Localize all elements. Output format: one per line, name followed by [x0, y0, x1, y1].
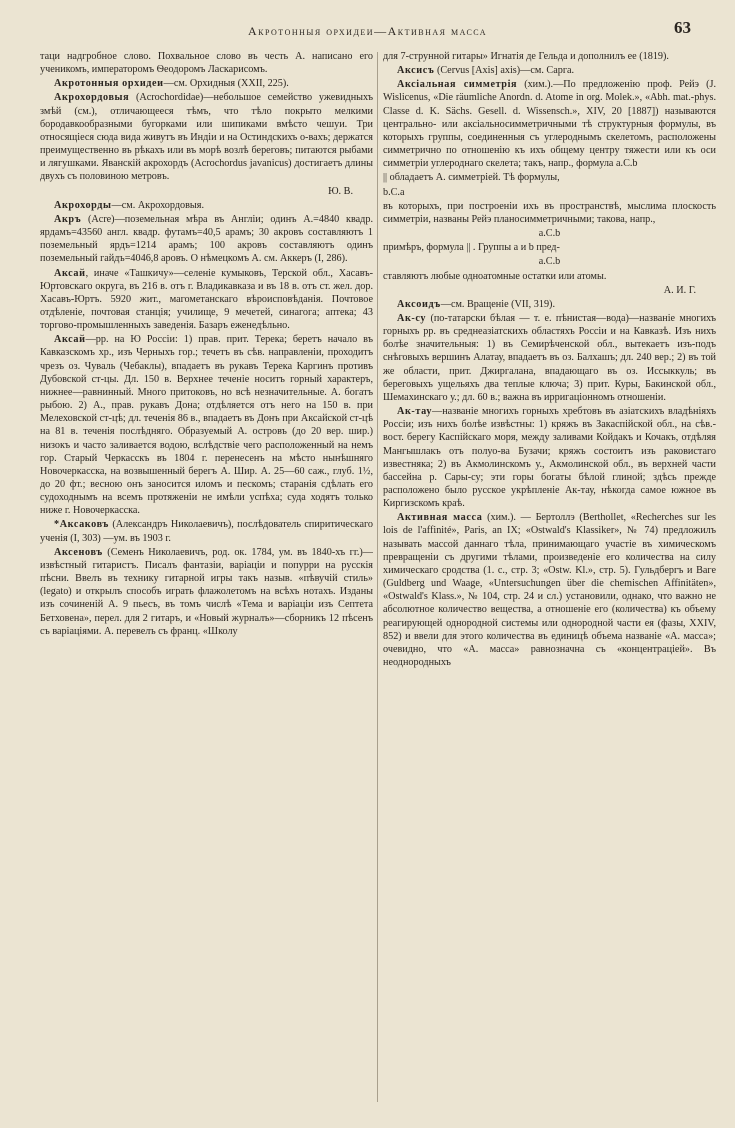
entry-text: (хим.). — Бертоллэ (Berthollet, «Recherches sur les lois de l'affinité», Paris, an IX; «Ostwald's Klassiker», № 74) предложилъ называть массой даннаго тѣла, принимающаго участіе въ химическомъ превращеніи съ другими тѣлами, произведеніе его количества на силу химическаго сродства (1. с., стр. 3; «Ostw. Kl.», стр. 5). Гульдбергъ и Ваге (Guldberg und Waage, «Untersuchungen über die chemischen Affinitäten», «Ostwald's Klass.», № 104, стр. 24 и сл.) установили, однако, что важно не абсолютное количество вещества, а отношеніе его (количества) къ объему реагирующей однородной системы или однородной части ея (фазы, XXIV, 852) и ввели для этого количества въ единицѣ объема названіе «А. масса»; очевидно, что «А. масса» равнозначна съ «концентраціей». Въ неоднородныхъ [383, 512, 716, 669]
right-column [383, 50, 716, 1110]
article-entry [383, 312, 716, 404]
text-paragraph [383, 171, 716, 184]
entry-text: таци надгробное слово. Похвальное слово въ честь А. написано его ученикомъ, императоромъ Ѳеодоромъ Ласкарисомъ. [40, 51, 373, 76]
article-entry [40, 546, 373, 638]
text-paragraph [383, 241, 716, 254]
entry-headword: Акрохордовыя [54, 92, 130, 104]
article-entry [40, 77, 373, 90]
left-column [40, 50, 373, 1110]
column-divider [377, 52, 378, 1102]
entry-headword: Аксоидъ [397, 298, 441, 310]
entry-text: А. И. Г. [663, 284, 696, 296]
entry-text: —см. Акрохордовыя. [111, 199, 204, 211]
article-entry [40, 267, 373, 333]
entry-headword: Активная масса [397, 512, 483, 524]
article-entry [40, 199, 373, 212]
entry-text: —названіе многихъ горныхъ хребтовъ въ азіатскихъ владѣніяхъ Россіи; изъ нихъ болѣе извѣстны: 1) кряжъ въ Закаспійской обл., на сѣв.-вост. берегу Каспійскаго моря, между заливами Койдакъ и Кочакъ, отдѣляя Мангышлакъ отъ полуо-ва Бузачи; кряжъ состоитъ изъ раковистаго известняка; 2) въ Акмолинскомъ у., Акмолинской обл., въ верхней части бассейна р. Сары-су; эти горы богаты бѣлой глиной; здѣсь прежде расположено было русское укрѣпленіе Ак-тау, нѣкогда самое южное въ Киргизскомъ краѣ. [383, 406, 716, 510]
article-entry [40, 213, 373, 266]
page-number: 63 [674, 18, 691, 37]
entry-text: для 7-струнной гитары» Игнатія де Гельда и дополнилъ ее (1819). [383, 51, 669, 62]
entry-text: a.C.b [538, 256, 561, 268]
entry-text: ставляютъ любые одноатомные остатки или атомы. [383, 270, 607, 282]
text-paragraph [383, 200, 716, 226]
entry-headword: Ак-су [397, 312, 427, 324]
text-paragraph [383, 270, 716, 283]
text-paragraph [383, 255, 716, 268]
entry-text: (Acrochordidae)—небольшое семейство ужевидныхъ змѣй (см.), отличающееся тѣмъ, что тѣло покрыто мелкими бородавкообразными бугорками или шипиками вмѣсто чешуи. Три относящіеся сюда вида живутъ въ Индіи и на Остиндскихъ о-вахъ; держатся преимущественно въ рѣкахъ или въ морѣ возлѣ береговъ; питаются рыбами и лягушками. Яванскій акрохордъ (Acrochordus javanicus) достигаетъ длины двухъ съ половиною метровъ. [40, 92, 373, 183]
entry-text: (хим.).—По предложенію проф. Рейэ (J. Wislicenus, «Die räumliche Anordn. d. Atome in org. Molek.», «Abh. mat.-phys. Classe d. K. Sächs. Gesell. d. Wissensch.», XIV, 20 [1887]) называются центрально- или аксіальносимметричными тѣ структурныя формулы, въ которыхъ группы, соединенныя съ углероднымъ скелетомъ, расположены симметрично по отношенію къ ихъ общему центру тяжести или къ оси симметріи углероднаго скелета; такъ, напр., формула a.C.b [383, 79, 716, 170]
entry-headword: *Аксаковъ [54, 519, 109, 531]
entry-headword: Аксеновъ [54, 546, 103, 558]
article-entry [40, 333, 373, 517]
article-entry [383, 78, 716, 170]
entry-headword: Акрохорды [54, 199, 112, 211]
entry-headword: Аксисъ [397, 65, 435, 77]
entry-text: (по-татарски бѣлая — т. е. пѣнистая—вода)—названіе многихъ горныхъ рр. въ среднеазіатскихъ областяхъ Россіи и на Кавказѣ. Изъ нихъ болѣе значительныя: 1) въ Семирѣченской обл., вытекаетъ изъ-подъ снѣговыхъ вершинъ Алатау, впадаетъ въ оз. Балхашъ; дл. 240 вер.; 2) въ той же области, прит. Джиргалана, впадающаго въ оз. Иссыккуль; въ береговыхъ ущельяхъ два теплые ключа; 3) прит. Куры, Бакинской обл., Шемахинскаго у.; дл. 60 в.; важна въ ирригаціонномъ отношеніи. [383, 312, 716, 403]
text-paragraph [383, 50, 716, 63]
entry-text: въ которыхъ, при построеніи ихъ въ пространствѣ, мыслима плоскость симметріи, названы Рейэ планосимметричными; такова, напр., [383, 200, 716, 225]
article-entry [383, 298, 716, 311]
entry-text: a.C.b [538, 228, 561, 240]
running-title: Акротонныя орхидеи—Активная масса [247, 24, 488, 38]
entry-headword: Акръ [54, 213, 82, 225]
entry-text: примѣръ, формула || . Группы a и b пред- [383, 242, 560, 254]
entry-text: Ю. В. [328, 185, 353, 197]
text-paragraph [383, 186, 716, 199]
article-entry [383, 64, 716, 77]
entry-text: —см. Вращеніе (VII, 319). [440, 298, 555, 310]
entry-text: (Acre)—поземельная мѣра въ Англіи; одинъ А.=4840 квадр. ярдамъ=43560 англ. квадр. футамъ=40,5 арамъ; 30 акровъ составляютъ 1 поземельный ярдъ=1214 арамъ; 100 акровъ составляютъ одинъ поземельный гайдъ=4046,8 аровъ. О нѣмецкомъ А. см. Аккеръ (I, 286). [40, 213, 373, 265]
entry-text: (Семенъ Николаевичъ, род. ок. 1784, ум. въ 1840-хъ гг.)—извѣстный гитаристъ. Писалъ фантазіи, варіаціи и попурри на русскія пѣсни. Ввелъ въ технику гитарной игры такъ назыв. «пѣвучій стиль» (legato) и открылъ способъ играть флажолетомъ на всѣхъ нотахъ. Изданы изъ сочиненій А. 9 пьесъ, въ томъ числѣ «Тема и варіаціи изъ Септета Бетховена», перел. для 2 гитаръ, и «Новый журналъ»—сборникъ 12 пѣсенъ съ варіаціями. А. перевелъ съ франц. «Школу [40, 546, 373, 637]
entry-headword: Аксай [54, 334, 86, 346]
entry-text: , иначе «Ташкичу»—селеніе кумыковъ, Терской обл., Хасавъ-Юртовскаго округа, въ 216 в. отъ г. Владикавказа и въ 18 в. отъ ст. жел. дор. Хасавъ-Юртъ. 5920 жит., магометанскаго вѣроисповѣданія. Почтовое отдѣленіе, почтовая станція; училище, 9 мечетей, синагога; аптека; 43 торгово-промышленныхъ заведенія. Базаръ еженедѣльно. [40, 267, 373, 332]
entry-text: (Cervus [Axis] axis)—см. Сарга. [434, 65, 575, 77]
article-entry [40, 518, 373, 544]
entry-headword: Ак-тау [397, 406, 433, 418]
article-entry [383, 405, 716, 510]
article-entry [383, 511, 716, 669]
article-entry [40, 91, 373, 183]
page-header [40, 14, 695, 48]
text-paragraph [383, 284, 716, 297]
entry-text: —рр. на Ю Россіи: 1) прав. прит. Терека; беретъ начало въ Кавказскомъ хр., изъ Черныхъ гор.; течетъ въ сѣв. направленіи, проходитъ чрезъ оз. Чуваль (Чебаклы), впадаетъ въ рукавъ Терека Каргинъ противъ Дубовской ст-цы. Дл. 150 в. Верхнее теченіе носитъ горный характеръ, нижнее—равнинный. Много притоковъ, но всѣ незначительные. А. богатъ рыбою. 2) А., прав. рукавъ Дона; отдѣляется отъ него на 150 в. при Мелеховской ст-цѣ; дл. теченія 86 в., впадаетъ въ Донъ при Аксайской ст-цѣ на 81 в. теченія послѣдняго. Образуемый А. островъ (до 20 вер. шир.) низокъ и часто заливается водою, вслѣдствіе чего расположенный на немъ гор. Старый Черкасскъ въ 1804 г. перенесенъ на мѣсто нынѣшняго Новочеркасска, на возвышенный берегъ А. Шир. А. 25—60 саж., глуб. 1½, до 20 фт.; весною онъ заносится иломъ и пескомъ; старанія сдѣлать его судоходнымъ на всемъ протяженіи не имѣли успѣха; суда ходятъ только ниже г. Новочеркасска. [40, 334, 373, 517]
entry-text: —см. Орхидныя (XXII, 225). [163, 78, 289, 90]
entry-headword: Акротонныя орхидеи [54, 78, 164, 90]
text-paragraph [40, 185, 373, 198]
text-paragraph [40, 50, 373, 76]
text-paragraph [383, 227, 716, 240]
entry-text: || обладаетъ А. симметріей. Тѣ формулы, [383, 172, 560, 184]
entry-headword: Аксай [54, 267, 86, 279]
entry-headword: Аксіальная симметрія [397, 79, 518, 91]
entry-text: (Александръ Николаевичъ), послѣдователь спиритическаго ученія (I, 303) —ум. въ 1903 г. [40, 519, 373, 544]
entry-text: b.C.a [383, 186, 405, 198]
